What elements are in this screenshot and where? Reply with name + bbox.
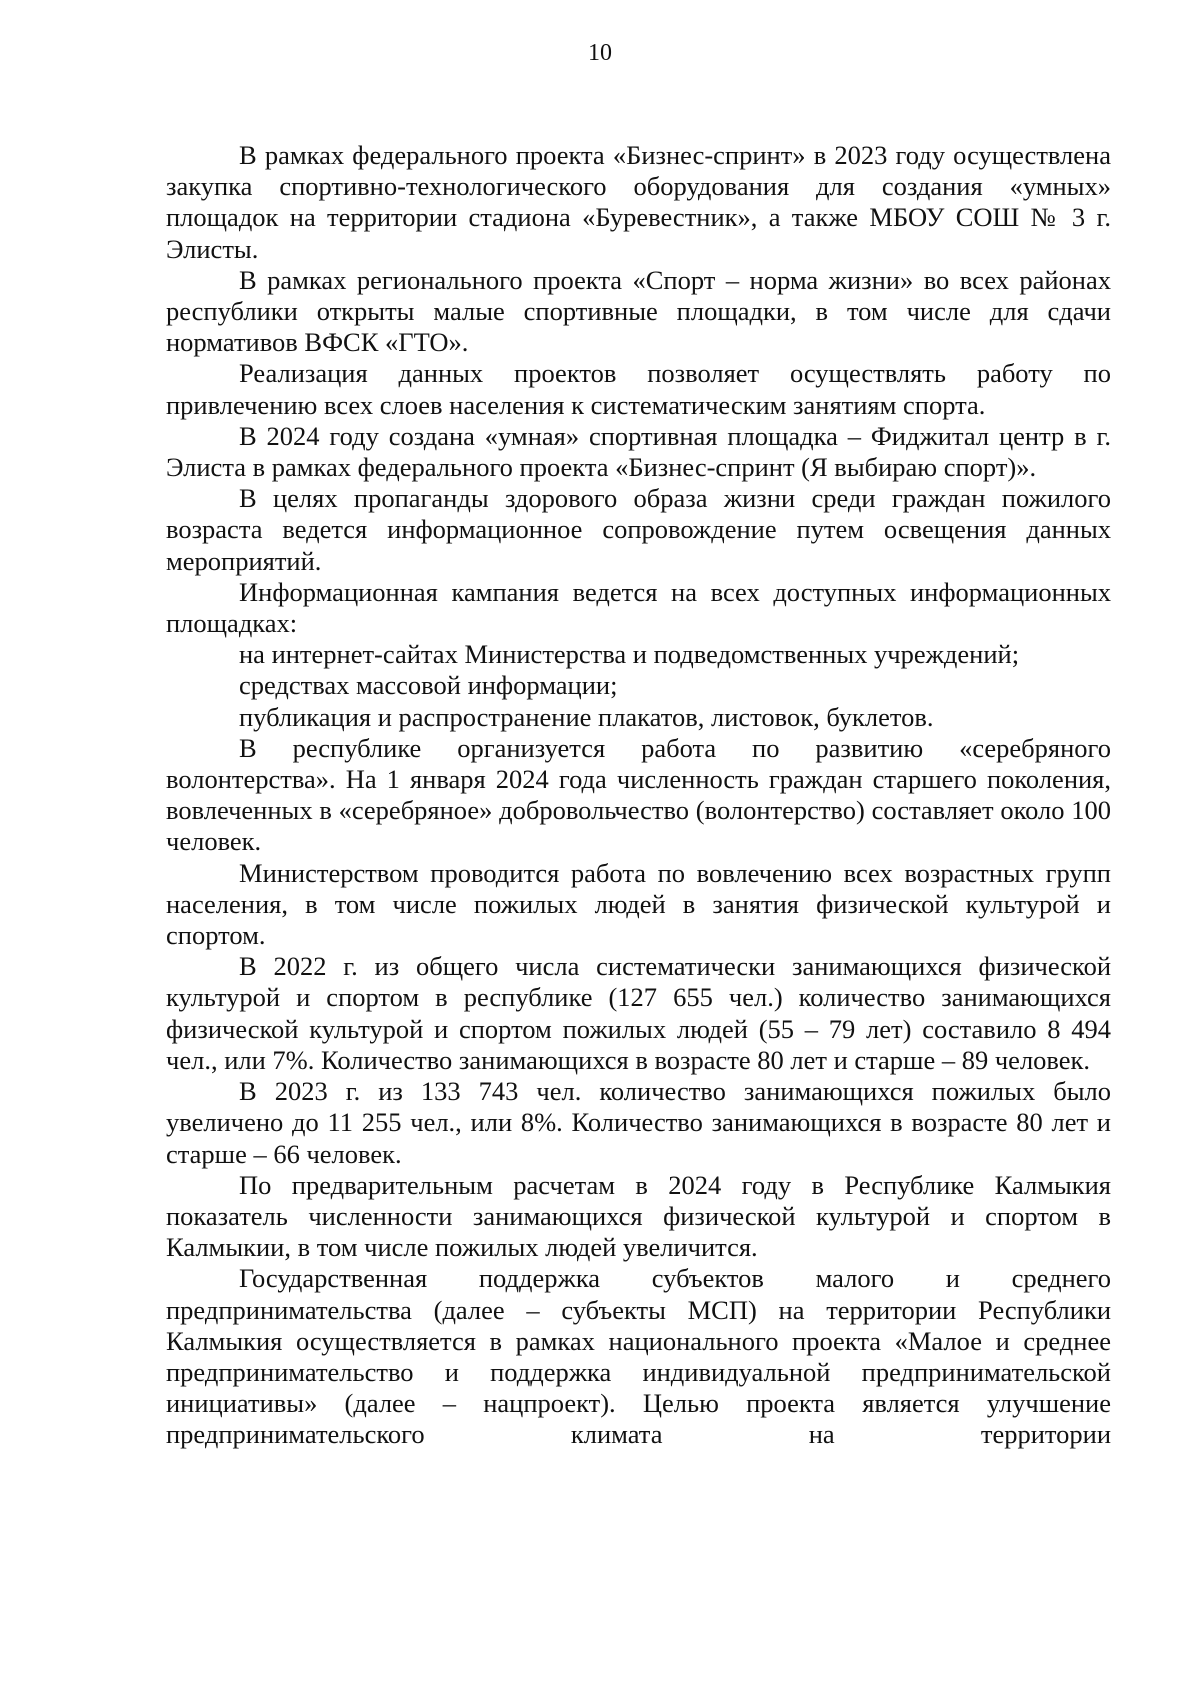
paragraph-projects-implementation: Реализация данных проектов позволяет осуществлять работу по привлечению всех слоев населения к систематическим занятиям спорта. <box>166 358 1111 420</box>
paragraph-phygital-center-2024: В 2024 году создана «умная» спортивная площадка – Фиджитал центр в г. Элиста в рамках федерального проекта «Бизнес-спринт (Я выбираю спорт)». <box>166 420 1111 483</box>
paragraph-sport-norm-of-life: В рамках регионального проекта «Спорт – норма жизни» во всех районах республики открыты малые спортивные площадки, в том числе для сдачи нормативов ВФСК «ГТО». <box>166 264 1111 358</box>
paragraph-statistics-2023: В 2023 г. из 133 743 чел. количество занимающихся пожилых было увеличено до 11 255 чел., или 8%. Количество занимающихся в возрасте 80 лет и старше – 66 человек. <box>166 1076 1111 1169</box>
list-item-websites: на интернет-сайтах Министерства и подведомственных учреждений; <box>239 639 1020 670</box>
paragraph-ministry-engagement: Министерством проводится работа по вовлечению всех возрастных групп населения, в том числе пожилых людей в занятия физической культурой и спортом. <box>166 857 1111 951</box>
paragraph-information-campaign: Информационная кампания ведется на всех доступных информационных площадках: <box>166 576 1111 639</box>
paragraph-healthy-lifestyle-propaganda: В целях пропаганды здорового образа жизни среди граждан пожилого возраста ведется информационное сопровождение путем освещения данных мероприятий. <box>166 483 1111 576</box>
list-item-posters: публикация и распространение плакатов, листовок, буклетов. <box>239 701 934 732</box>
paragraph-sme-support: Государственная поддержка субъектов малого и среднего предпринимательства (далее – субъекты МСП) на территории Республики Калмыкия осуществляется в рамках национального проекта «Малое и среднее предпринимательство и поддержка индивидуальной предпринимательской инициативы» (далее – нацпроект). Целью проекта является улучшение предпринимательского климата на территории <box>166 1263 1111 1450</box>
paragraph-forecast-2024: По предварительным расчетам в 2024 году в Республике Калмыкия показатель численности занимающихся физической культурой и спортом в Калмыкии, в том числе пожилых людей увеличится. <box>166 1169 1111 1263</box>
list-item-mass-media: средствах массовой информации; <box>239 670 618 701</box>
document-body <box>166 140 1111 1451</box>
paragraph-silver-volunteering: В республике организуется работа по развитию «серебряного волонтерства». На 1 января 2024 года численность граждан старшего поколения, вовлеченных в «серебряное» добровольчество (волонтерство) составляет около 100 человек. <box>166 732 1111 857</box>
page-number: 10 <box>588 40 612 66</box>
paragraph-business-sprint-2023: В рамках федерального проекта «Бизнес-спринт» в 2023 году осуществлена закупка спортивно-технологического оборудования для создания «умных» площадок на территории стадиона «Буревестник», а также МБОУ СОШ № 3 г. Элисты. <box>166 140 1111 264</box>
paragraph-statistics-2022: В 2022 г. из общего числа систематически занимающихся физической культурой и спортом в республике (127 655 чел.) количество занимающихся физической культурой и спортом пожилых людей (55 – 79 лет) составило 8 494 чел., или 7%. Количество занимающихся в возрасте 80 лет и старше – 89 человек. <box>166 951 1111 1075</box>
